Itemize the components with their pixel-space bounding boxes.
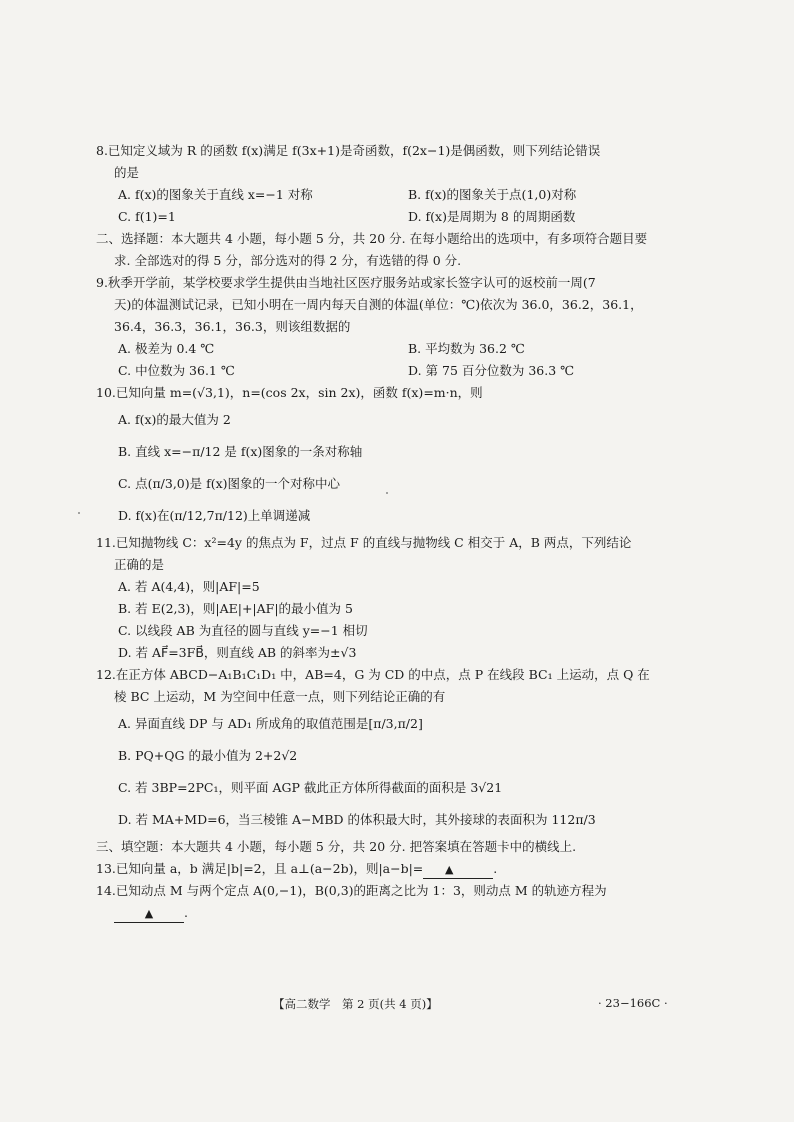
q9-option-a: A. 极差为 0.4 ℃	[118, 341, 215, 356]
q10-options	[96, 404, 708, 532]
q10-option-c: C. 点(π/3,0)是 f(x)图象的一个对称中心	[118, 476, 341, 491]
q9-option-b: B. 平均数为 36.2 ℃	[408, 341, 525, 356]
q9-stem-line2: 天)的体温测试记录，已知小明在一周内每天自测的体温(单位：℃)依次为 36.0，36.2，36.1，	[114, 297, 643, 312]
q11-stem-line1: 11.已知抛物线 C：x²=4y 的焦点为 F，过点 F 的直线与抛物线 C 相交于 A，B 两点，下列结论	[96, 535, 632, 550]
q8-option-a: A. f(x)的图象关于直线 x=−1 对称	[118, 187, 313, 202]
q12-stem-line2: 棱 BC 上运动，M 为空间中任意一点，则下列结论正确的有	[114, 689, 446, 704]
q9-option-c: C. 中位数为 36.1 ℃	[118, 363, 235, 378]
q10-option-d: D. f(x)在(π/12,7π/12)上单调递减	[118, 508, 311, 523]
section2-heading-cont: 求. 全部选对的得 5 分，部分选对的得 2 分，有选错的得 0 分.	[114, 253, 462, 268]
q14-period: .	[184, 905, 188, 920]
section3-heading: 三、填空题：本大题共 4 小题，每小题 5 分，共 20 分. 把答案填在答题卡中的横线上.	[96, 839, 577, 854]
q12-options	[96, 708, 708, 836]
q9-stem-line3: 36.4，36.3，36.1，36.3，则该组数据的	[114, 319, 351, 334]
q9-option-d: D. 第 75 百分位数为 36.3 ℃	[408, 363, 575, 378]
triangle-icon: ▲	[445, 863, 454, 876]
q10-stem: 10.已知向量 m=(√3,1)，n=(cos 2x，sin 2x)，函数 f(x)=m·n，则	[96, 385, 483, 400]
q12-option-c: C. 若 3BP=2PC₁，则平面 AGP 截此正方体所得截面的面积是 3√21	[118, 780, 503, 795]
q13-period: .	[493, 861, 498, 876]
q14-stem-line2	[96, 902, 708, 924]
q8-stem-cont: 的是	[114, 165, 140, 180]
q12-stem-line1: 12.在正方体 ABCD−A₁B₁C₁D₁ 中，AB=4，G 为 CD 的中点，点 P 在线段 BC₁ 上运动，点 Q 在	[96, 667, 650, 682]
section2-heading: 二、选择题：本大题共 4 小题，每小题 5 分，共 20 分. 在每小题给出的选项中，有多项符合题目要	[96, 231, 648, 246]
q11-option-a: A. 若 A(4,4)，则|AF|=5	[118, 579, 260, 594]
q13-stem	[96, 858, 708, 880]
q8-options	[96, 184, 708, 228]
q11-option-c: C. 以线段 AB 为直径的圆与直线 y=−1 相切	[118, 623, 368, 638]
q8-stem: 8.已知定义域为 R 的函数 f(x)满足 f(3x+1)是奇函数，f(2x−1)是偶函数，则下列结论错误	[96, 143, 601, 158]
q8-option-b: B. f(x)的图象关于点(1,0)对称	[408, 187, 577, 202]
q11-stem-line2: 正确的是	[114, 557, 165, 572]
q8-option-d: D. f(x)是周期为 8 的周期函数	[408, 209, 576, 224]
footer-page-label: 【高二数学 第 2 页(共 4 页)】	[273, 997, 438, 1011]
page-content	[96, 140, 708, 924]
q12-option-b: B. PQ+QG 的最小值为 2+2√2	[118, 748, 298, 763]
q11-option-d: D. 若 AF⃗=3FB⃗，则直线 AB 的斜率为±√3	[118, 645, 357, 660]
scan-speck	[386, 492, 388, 494]
q8-option-c: C. f(1)=1	[118, 209, 176, 224]
q14-stem-line1: 14.已知动点 M 与两个定点 A(0,−1)，B(0,3)的距离之比为 1：3，则动点 M 的轨迹方程为	[96, 883, 607, 898]
q14-answer-blank	[114, 905, 184, 923]
q11-options	[96, 576, 708, 664]
q10-option-a: A. f(x)的最大值为 2	[118, 412, 231, 427]
q12-option-a: A. 异面直线 DP 与 AD₁ 所成角的取值范围是[π/3,π/2]	[118, 716, 423, 731]
triangle-icon: ▲	[144, 907, 154, 920]
q11-option-b: B. 若 E(2,3)，则|AE|+|AF|的最小值为 5	[118, 601, 353, 616]
q13-text: 13.已知向量 a，b 满足|b|=2，且 a⊥(a−2b)，则|a−b|=	[96, 861, 424, 876]
q13-answer-blank	[423, 861, 493, 879]
q12-option-d: D. 若 MA+MD=6，当三棱锥 A−MBD 的体积最大时，其外接球的表面积为 112π/3	[118, 812, 596, 827]
q9-stem-line1: 9.秋季开学前，某学校要求学生提供由当地社区医疗服务站或家长签字认可的返校前一周(7	[96, 275, 596, 290]
scan-speck	[78, 512, 80, 514]
footer-exam-code: · 23−166C ·	[598, 996, 668, 1010]
q9-options	[96, 338, 708, 382]
q10-option-b: B. 直线 x=−π/12 是 f(x)图象的一条对称轴	[118, 444, 363, 459]
